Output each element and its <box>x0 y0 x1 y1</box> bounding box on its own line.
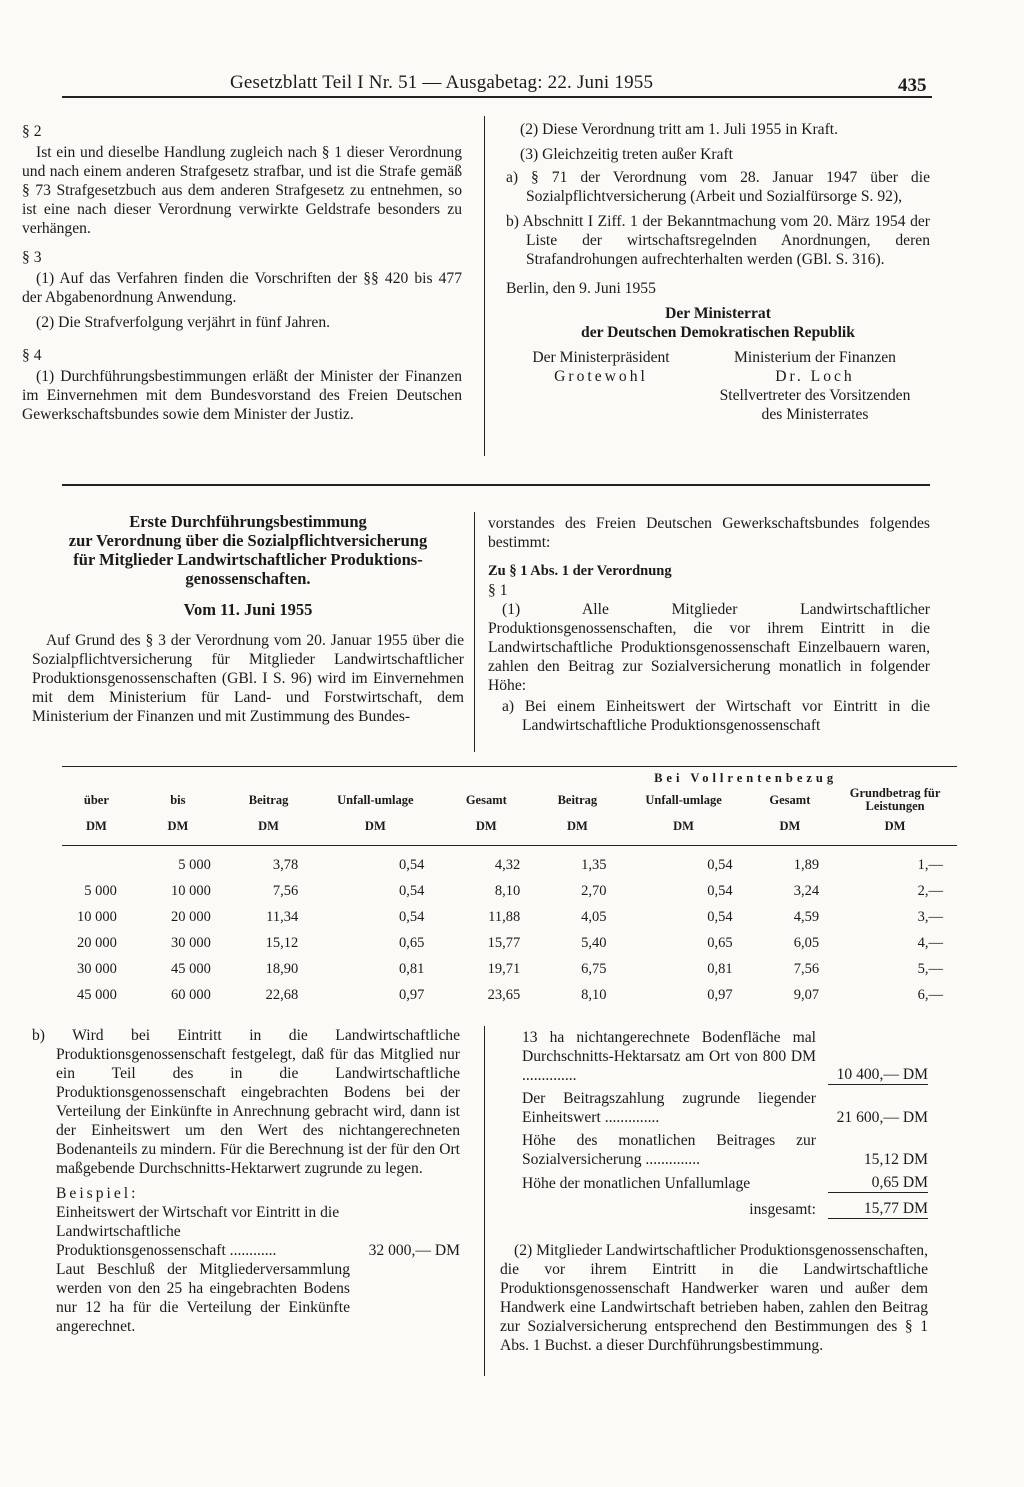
column-divider-top <box>484 116 485 456</box>
left-bottom-column <box>32 1026 460 1336</box>
cell: 3,78 <box>272 856 299 873</box>
org-line-1: Der Ministerrat <box>665 305 771 322</box>
page-number: 435 <box>898 75 927 96</box>
cell: 0,54 <box>707 882 733 899</box>
cell: 8,10 <box>581 986 607 1003</box>
cell: 5 000 <box>84 882 117 899</box>
cell: 30 000 <box>171 934 211 951</box>
cell: 45 000 <box>171 960 211 977</box>
cell: 10 000 <box>171 882 211 899</box>
cell: 6,05 <box>793 934 820 951</box>
right-bottom-column <box>500 1028 928 1355</box>
section-1-para-1: (1) Alle Mitglieder Landwirtschaftlicher Produktionsgenossenschaften, die vor ihrem Eintritt in die Landwirtschaftliche Produktionsgenossenschaft Einzelbauern waren, zahlen den Beitrag zur Sozialversicherung monatlich in folgender Höhe: <box>488 601 930 694</box>
right-top-column <box>506 120 930 424</box>
section-1-heading: § 1 <box>488 582 508 599</box>
table-row <box>62 878 957 904</box>
unit-dm: DM <box>673 818 694 833</box>
cell: 0,81 <box>399 960 425 977</box>
title-line-1: Erste Durchführungsbestimmung <box>129 512 367 531</box>
col-header-gesamt-rente: Gesamt <box>769 792 811 807</box>
cell: 3,— <box>917 908 943 925</box>
table-row <box>62 956 957 982</box>
section-3-para-2: (2) Die Strafverfolgung verjährt in fünf Jahren. <box>36 314 331 331</box>
group-header: Bei Vollrentenbezug <box>534 767 957 788</box>
beispiel-heading: Beispiel: <box>56 1185 139 1202</box>
col-header-beitrag: Beitrag <box>248 792 289 807</box>
cell: 1,35 <box>581 856 607 873</box>
cell: 1,— <box>917 856 943 873</box>
calc-line-3: Höhe des monatlichen Beitrages zur Sozialversicherung .............. <box>522 1132 816 1168</box>
cell: 1,89 <box>793 856 820 873</box>
cell: 5,— <box>917 960 943 977</box>
cell: 4,05 <box>581 908 607 925</box>
cell: 5,40 <box>581 934 607 951</box>
cell: 4,32 <box>494 856 521 873</box>
cell: 0,54 <box>707 856 733 873</box>
unit-dm: DM <box>884 818 906 833</box>
table-row <box>62 982 957 1008</box>
signatory-right-name: Dr. Loch <box>775 368 855 385</box>
cell: 22,68 <box>265 986 299 1003</box>
cell: 8,10 <box>494 882 521 899</box>
header-rule <box>62 96 932 98</box>
cell: 0,81 <box>707 960 733 977</box>
cell: 11,88 <box>488 908 521 925</box>
col-header-grundbetrag: Grundbetrag für Leistungen <box>849 786 941 813</box>
unit-dm: DM <box>475 818 497 833</box>
intro-paragraph: Auf Grund des § 3 der Verordnung vom 20. Januar 1955 über die Sozialpflichtversicherung für Mitglieder Landwirtschaftlicher Produktionsgenossenschaften (GBl. I S. 96) wird im Einvernehmen mit dem Ministerium für Land- und Forstwirtschaft, dem Ministerium der Finanzen und mit Zustimmung des Bundes- <box>32 632 464 725</box>
cell: 0,65 <box>707 934 733 951</box>
calc-total-label: insgesamt: <box>749 1201 816 1218</box>
cell: 7,56 <box>793 960 820 977</box>
cell: 10 000 <box>76 908 117 925</box>
cell: 0,54 <box>707 908 733 925</box>
cell: 15,77 <box>487 934 521 951</box>
unit-dm: DM <box>566 818 588 833</box>
title-date: Vom 11. Juni 1955 <box>183 600 313 619</box>
signatory-right-role-2: des Ministerrates <box>761 406 869 423</box>
calc-value-1: 10 400,— DM <box>828 1065 928 1085</box>
calc-value-3: 15,12 DM <box>863 1151 928 1168</box>
cell: 5 000 <box>178 856 211 873</box>
col-header-ueber: über <box>83 792 109 807</box>
section-2-text: Ist ein und dieselbe Handlung zugleich nach § 1 dieser Verordnung und nach einem anderen Strafgesetz strafbar, und ist die Strafe gemäß § 73 Strafgesetzbuch aus dem anderen Strafgesetz zu entnehmen, so ist eine nach dieser Verordnung verwirkte Geldstrafe besonders zu verhängen. <box>22 144 462 237</box>
col-header-unfallumlage: Unfall-umlage <box>337 792 414 807</box>
cell: 4,59 <box>793 908 820 925</box>
continuation-text: vorstandes des Freien Deutschen Gewerkschaftsbundes folgendes bestimmt: <box>488 515 930 551</box>
cell: 7,56 <box>272 882 299 899</box>
section-4-heading: § 4 <box>22 347 42 364</box>
table-row <box>62 852 957 878</box>
col-header-beitrag-rente: Beitrag <box>557 792 598 807</box>
section-3-para-1: (1) Auf das Verfahren finden die Vorschriften der §§ 420 bis 477 der Abgabenordnung Anwendung. <box>22 270 462 306</box>
col-header-gesamt: Gesamt <box>465 792 507 807</box>
unit-dm: DM <box>258 818 279 833</box>
cell: 11,34 <box>266 908 299 925</box>
cell: 0,65 <box>399 934 425 951</box>
cell: 9,07 <box>793 986 820 1003</box>
cell: 0,54 <box>399 908 425 925</box>
section-1-para-2: (2) Mitglieder Landwirtschaftlicher Produktionsgenossenschaften, die vor ihrem Eintritt in die Landwirtschaftliche Produktionsgenossenschaft Handwerker waren und außer dem Handwerk eine Landwirtschaft betrieben haben, zahlen den Beitrag zur Sozialversicherung entsprechend den Bestimmungen des § 1 Abs. 1 Buchst. a dieser Durchführungsbestimmung. <box>500 1242 928 1354</box>
cell: 30 000 <box>76 960 117 977</box>
contribution-table <box>62 766 957 1008</box>
signatory-right-title: Ministerium der Finanzen <box>734 349 896 366</box>
signatory-left-name: Grotewohl <box>554 368 648 385</box>
page-header: Gesetzblatt Teil I Nr. 51 — Ausgabetag: 22. Juni 1955 <box>230 72 654 93</box>
right-para-3: (3) Gleichzeitig treten außer Kraft <box>520 146 734 163</box>
section-4-para-1: (1) Durchführungsbestimmungen erläßt der Minister der Finanzen im Einvernehmen mit dem Bundesvorstand des Freien Deutschen Gewerkschaftsbundes sowie dem Minister der Justiz. <box>22 368 462 423</box>
unit-dm: DM <box>364 818 386 833</box>
cell <box>62 852 131 878</box>
cell: 4,— <box>917 934 943 951</box>
cell: 60 000 <box>171 986 211 1003</box>
example-line-1: Einheitswert der Wirtschaft vor Eintritt in die Landwirtschaftliche Produktionsgenossenschaft ............ <box>56 1204 340 1259</box>
cell: 0,54 <box>399 882 425 899</box>
calc-line-4: Höhe der monatlichen Unfallumlage <box>522 1175 751 1192</box>
calc-value-4: 0,65 DM <box>828 1173 928 1193</box>
cell: 19,71 <box>487 960 521 977</box>
calc-value-2: 21 600,— DM <box>836 1109 928 1126</box>
section-3-heading: § 3 <box>22 249 42 266</box>
title-line-2: zur Verordnung über die Sozialpflichtversicherung <box>68 531 428 550</box>
cell: 45 000 <box>76 986 117 1003</box>
title-line-4: genossenschaften. <box>185 569 311 588</box>
cell: 6,— <box>917 986 943 1003</box>
cell: 0,97 <box>707 986 733 1003</box>
cell: 15,12 <box>265 934 299 951</box>
col-header-bis: bis <box>170 792 186 807</box>
unit-dm: DM <box>167 818 189 833</box>
cell: 0,54 <box>399 856 425 873</box>
left-top-column <box>22 116 462 424</box>
section-2-heading: § 2 <box>22 123 42 140</box>
example-line-2: Laut Beschluß der Mitgliederversammlung werden von den 25 ha eingebrachten Bodens nur 12 ha für die Verteilung der Einkünfte angerechnet. <box>56 1261 350 1335</box>
calc-line-1: 13 ha nichtangerechnete Bodenfläche mal Durchschnitts-Hektarsatz am Ort von 800 DM .............. <box>522 1029 816 1084</box>
cell: 18,90 <box>265 960 299 977</box>
column-divider-mid <box>474 512 475 752</box>
unit-dm: DM <box>85 818 107 833</box>
right-item-b: b) Abschnitt I Ziff. 1 der Bekanntmachung vom 20. März 1954 der Liste der wirtschaftsregelnden Anordnungen, deren Strafandrohungen aufrechterhalten werden (GBl. S. 316). <box>506 213 930 268</box>
col-header-unfallumlage-rente: Unfall-umlage <box>645 792 722 807</box>
cell: 0,97 <box>399 986 425 1003</box>
right-para-2: (2) Diese Verordnung tritt am 1. Juli 1955 in Kraft. <box>520 121 839 138</box>
table-row <box>62 904 957 930</box>
zu-heading: Zu § 1 Abs. 1 der Verordnung <box>488 563 672 579</box>
cell: 2,70 <box>581 882 607 899</box>
section-1-item-a: a) Bei einem Einheitswert der Wirtschaft vor Eintritt in die Landwirtschaftliche Produktionsgenossenschaft <box>502 698 930 734</box>
calc-line-2: Der Beitragszahlung zugrunde liegender Einheitswert .............. <box>522 1090 816 1126</box>
right-mid-column <box>488 514 930 735</box>
table-row <box>62 930 957 956</box>
cell: 6,75 <box>581 960 607 977</box>
signatory-right-role-1: Stellvertreter des Vorsitzenden <box>719 387 911 404</box>
unit-dm: DM <box>779 818 801 833</box>
cell: 2,— <box>917 882 943 899</box>
cell: 23,65 <box>487 986 521 1003</box>
right-item-a: a) § 71 der Verordnung vom 28. Januar 1947 über die Sozialpflichtversicherung (Arbeit und Sozialfürsorge S. 92), <box>506 169 930 205</box>
section-rule <box>62 484 930 486</box>
cell: 20 000 <box>171 908 211 925</box>
calc-total-value: 15,77 DM <box>828 1199 928 1219</box>
item-b-text: b) Wird bei Eintritt in die Landwirtschaftliche Produktionsgenossenschaft festgelegt, daß für das Mitglied nur ein Teil des in die Landwirtschaftliche Produktionsgenossenschaft eingebrachten Bodens bei der Verteilung der Einkünfte in Anrechnung gebracht wird, dann ist der Einheitswert um den Wert des nichtangerechneten Bodenanteils zu mindern. Für die Berechnung ist der für den Ort maßgebende Durchschnitts-Hektarwert zugrunde zu legen. <box>32 1027 460 1177</box>
title-line-3: für Mitglieder Landwirtschaftlicher Produktions- <box>73 550 423 569</box>
column-divider-bottom <box>484 1026 485 1376</box>
title-block <box>32 512 464 726</box>
cell: 20 000 <box>76 934 117 951</box>
signatory-left-title: Der Ministerpräsident <box>532 349 670 366</box>
example-value-1: 32 000,— DM <box>368 1242 460 1259</box>
signing-date: Berlin, den 9. Juni 1955 <box>506 280 656 297</box>
org-line-2: der Deutschen Demokratischen Republik <box>581 324 855 341</box>
cell: 3,24 <box>793 882 820 899</box>
